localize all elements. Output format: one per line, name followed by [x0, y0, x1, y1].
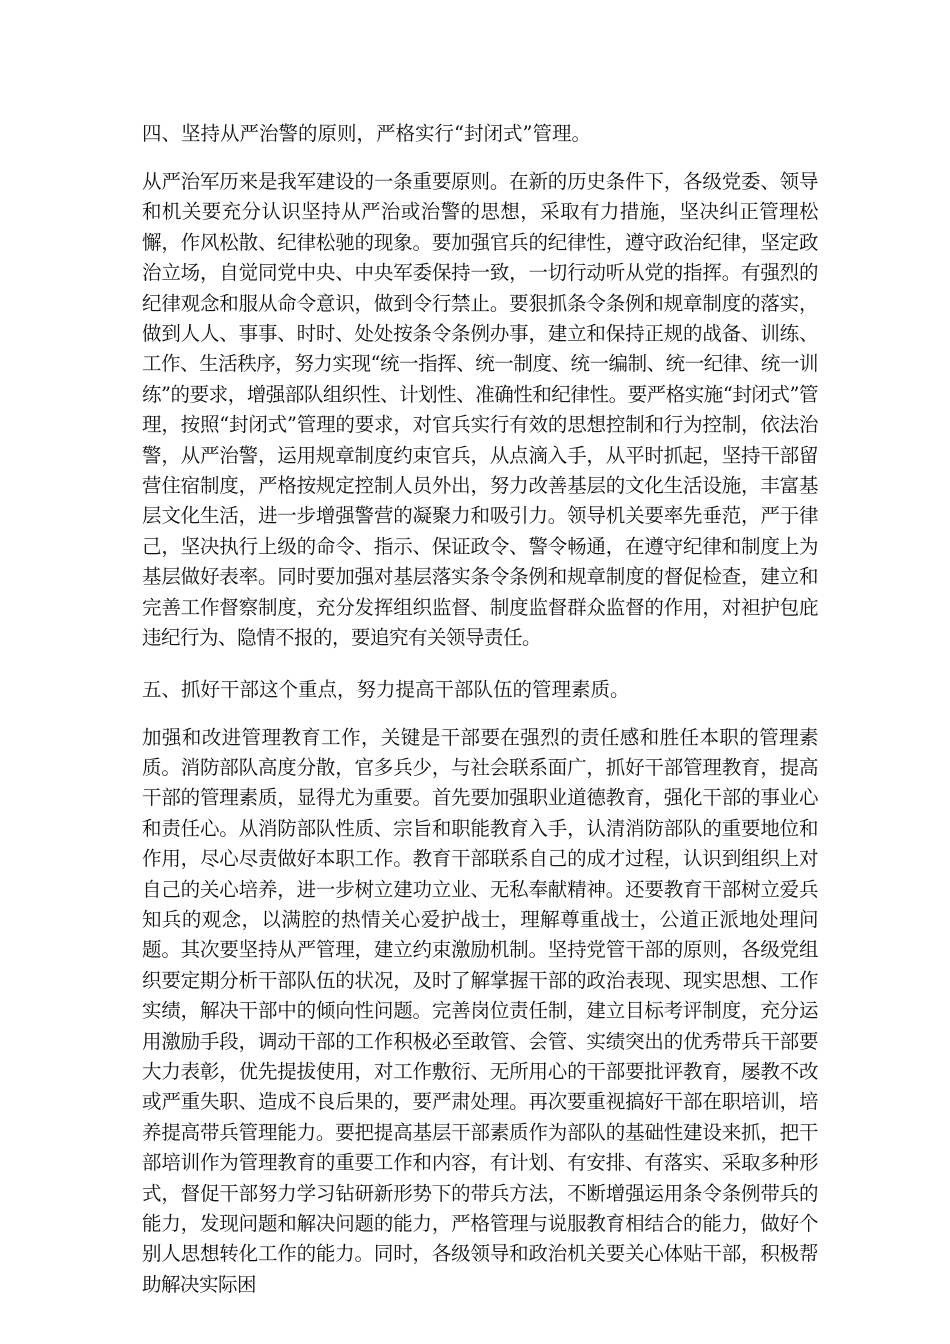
document-page: [142, 118, 818, 1320]
section-5-body: 加强和改进管理教育工作，关键是干部要在强烈的责任感和胜任本职的管理素质。消防部队高度分散，官多兵少，与社会联系面广，抓好干部管理教育，提高干部的管理素质，显得尤为重要。首先要加强职业道德教育，强化干部的事业心和责任心。从消防部队性质、宗旨和职能教育入手，认清消防部队的重要地位和作用，尽心尽责做好本职工作。教育干部联系自己的成才过程，认识到组织上对自己的关心培养，进一步树立建功立业、无私奉献精神。还要教育干部树立爱兵知兵的观念，以满腔的热情关心爱护战士，理解尊重战士，公道正派地处理问题。其次要坚持从严管理，建立约束激励机制。坚持党管干部的原则，各级党组织要定期分析干部队伍的状况，及时了解掌握干部的政治表现、现实思想、工作实绩，解决干部中的倾向性问题。完善岗位责任制，建立目标考评制度，充分运用激励手段，调动干部的工作积极必至敢管、会管、实绩突出的优秀带兵干部要大力表彰，优先提拔使用，对工作敷衍、无所用心的干部要批评教育，屡教不改或严重失职、造成不良后果的，要严肃处理。再次要重视搞好干部在职培训，培养提高带兵管理能力。要把提高基层干部素质作为部队的基础性建设来抓，把干部培训作为管理教育的重要工作和内容，有计划、有安排、有落实、采取多种形式，督促干部努力学习钻研新形势下的带兵方法，不断增强运用条令条例带兵的能力，发现问题和解决问题的能力，严格管理与说服教育相结合的能力，做好个别人思想转化工作的能力。同时，各级领导和政治机关要关心体贴干部，积极帮助解决实际困: [142, 725, 818, 1296]
section-5-heading: 五、抓好干部这个重点，努力提高干部队伍的管理素质。: [142, 677, 630, 701]
section-4-heading: 四、坚持从严治警的原则，严格实行“封闭式”管理。: [142, 122, 591, 145]
section-4-body: 从严治军历来是我军建设的一条重要原则。在新的历史条件下，各级党委、领导和机关要充分认识坚持从严治或治警的思想，采取有力措施，坚决纠正管理松懈，作风松散、纪律松驰的现象。要加强官兵的纪律性，遵守政治纪律，坚定政治立场，自觉同党中央、中央军委保持一致，一切行动听从党的指挥。有强烈的纪律观念和服从命令意识，做到令行禁止。要狠抓条令条例和规章制度的落实，做到人人、事事、时时、处处按条令条例办事，建立和保持正规的战备、训练、工作、生活秩序，努力实现“统一指挥、统一制度、统一编制、统一纪律、统一训练”的要求，增强部队组织性、计划性、准确性和纪律性。要严格实施“封闭式”管理，按照“封闭式”管理的要求，对官兵实行有效的思想控制和行为控制，依法治警，从严治警，运用规章制度约束官兵，从点滴入手，从平时抓起，坚持干部留营住宿制度，严格按规定控制人员外出，努力改善基层的文化生活设施，丰富基层文化生活，进一步增强警营的凝聚力和吸引力。领导机关要率先垂范，严于律己，坚决执行上级的命令、指示、保证政令、警令畅通，在遵守纪律和制度上为基层做好表率。同时要加强对基层落实条令条例和规章制度的督促检查，建立和完善工作督察制度，充分发挥组织监督、制度监督群众监督的作用，对袒护包庇违纪行为、隐情不报的，要追究有关领导责任。: [142, 170, 818, 650]
